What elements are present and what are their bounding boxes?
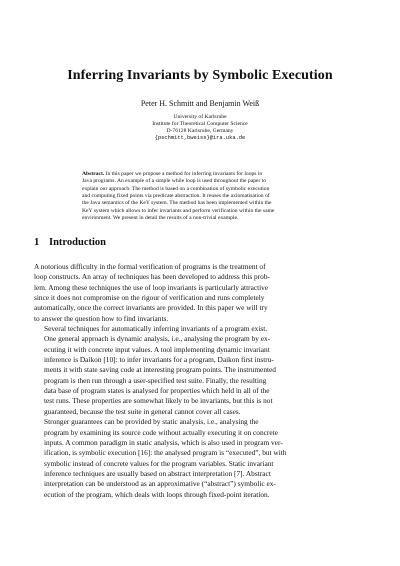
abstract-line: Java programs. An example of a simple while loop is used throughout the paper to (82, 178, 267, 185)
abstract-line: and computing fixed points via predicate abstraction. It reuses the axiomatisation of (82, 193, 270, 200)
abstract-line-text: In this paper we propose a method for inferring invariants for loops in (105, 171, 263, 177)
paper-title: Inferring Invariants by Symbolic Execution (67, 68, 333, 83)
paragraph-3 (34, 417, 365, 500)
body-line: to answer the question how to find invariants. (34, 313, 169, 323)
body-line: A notorious difficulty in the formal verification of programs is the treatment of (34, 262, 266, 271)
body-line: symbolic instead of concrete values for the program variables. Static invariant (44, 458, 274, 468)
body-line: automatically, once the correct invariants are provided. In this paper we will try (34, 303, 268, 313)
body-line: test runs. These properties are somewhat likely to be invariants, but this is not (44, 396, 273, 406)
abstract-line: the Java semantics of the KeY system. The method has been implemented within the (82, 200, 272, 207)
body-line: inference is Daikon [10]: to infer invariants for a program, Daikon first instru- (44, 355, 274, 365)
affiliation-address: D-76128 Karlsruhe, Germany (166, 128, 234, 135)
body-line: loop constructs. An array of techniques has been developed to address this prob- (34, 272, 270, 282)
body-line: program by examining its source code without actually executing it on concrete (44, 427, 278, 437)
body-text (34, 262, 365, 500)
body-line: ification, is symbolic execution [16]: the analysed program is “executed”, but with (44, 448, 287, 458)
body-line: Stronger guarantees can be provided by static analysis, i.e., analysing the (44, 417, 259, 427)
body-line: data base of program states is analysed for properties which held in all of the (44, 386, 270, 396)
body-line: guaranteed, because the test suite in general cannot cover all cases. (44, 406, 241, 416)
body-line: inference techniques are usually based on abstract interpretation [7]. Abstract (44, 468, 271, 478)
body-line: ecution of the program, which deals with loops through fixed-point iteration. (44, 489, 270, 499)
body-line: program is then run through a user-specified test suite. Finally, the resulting (44, 375, 267, 385)
body-line: Several techniques for automatically inferring invariants of a program exist. (44, 324, 268, 334)
body-line: interpretation can be understood as an approximative (“abstract”) symbolic ex- (44, 479, 276, 489)
affiliation-institute: Institute for Theoretical Computer Science (152, 121, 248, 128)
abstract-line: environment. We present in detail the results of a non-trivial example. (82, 215, 239, 222)
body-line: lem. Among these techniques the use of loop invariants is particularly attractive (34, 282, 269, 292)
abstract (82, 171, 319, 222)
section-number: 1 (34, 237, 40, 248)
paper-authors: Peter H. Schmitt and Benjamin Weiß (140, 99, 260, 108)
body-line: inputs. A common paradigm in static analysis, which is also used in program ver- (44, 437, 283, 447)
section-heading (34, 237, 106, 248)
body-line: One general approach is dynamic analysis, i.e., analysing the program by ex- (44, 334, 271, 344)
paragraph-2 (34, 324, 365, 417)
affiliation-email: {pschmitt,bweiss}@ira.uka.de (154, 135, 246, 142)
paragraph-1 (34, 262, 365, 324)
body-line: ecuting it with concrete input values. A tool implementing dynamic invariant (44, 344, 270, 354)
section-title: Introduction (49, 237, 106, 248)
abstract-line: KeY system which allows to infer invariants and perform verification within the same (82, 207, 275, 214)
affiliation-block (0, 114, 400, 142)
abstract-line: explain our approach. The method is based on a combination of symbolic execution (82, 185, 270, 192)
affiliation-university: University of Karlsruhe (173, 114, 227, 120)
body-line: since it does not compromise on the rigour of verification and runs completely (34, 293, 265, 303)
body-line: ments it with state saving code at interesting program points. The instrumented (44, 365, 276, 375)
abstract-label: Abstract. (82, 171, 105, 177)
